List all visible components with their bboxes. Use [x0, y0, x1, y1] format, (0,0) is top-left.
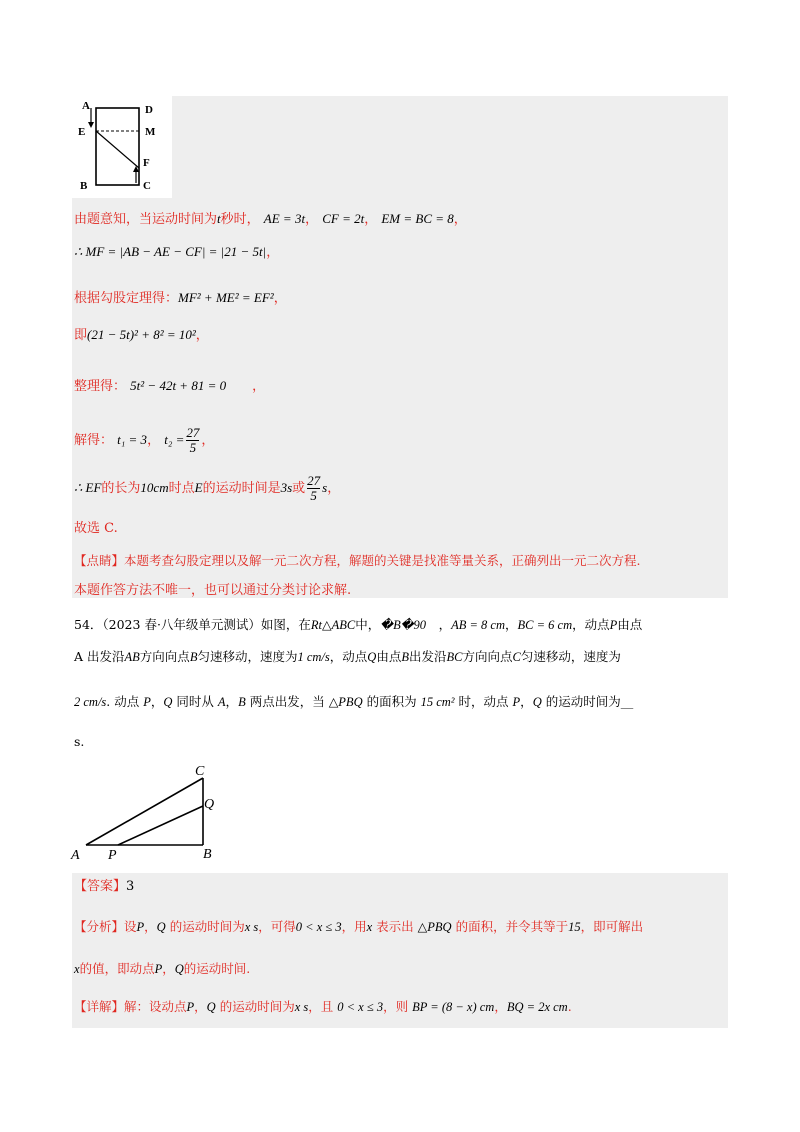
figure-rectangle-abcd	[72, 96, 172, 198]
question-54-line-4: s.	[74, 734, 85, 749]
answer-line: 【答案】3	[74, 879, 135, 894]
label-M: M	[145, 126, 156, 138]
label-A: A	[71, 848, 80, 863]
solution-line-2: ∴ MF = |AB − AE − CF| = |21 − 5t|，	[74, 244, 280, 260]
solution-line-5: 整理得： 5t² − 42t + 81 = 0 ，	[74, 378, 266, 394]
solution-line-6: 解得： t₁ = 3， t₂ = $\frac{27}{5}$ ，	[74, 425, 215, 455]
analysis-line-2: x的值，即动点P，Q的运动时间.	[74, 961, 251, 976]
detail-line-1: 【详解】解：设动点P，Q 的运动时间为x s，且 0 < x ≤ 3，则 BP = (8 − x) cm，BQ = 2x cm.	[74, 999, 572, 1014]
solution-line-8: 故选 C.	[74, 521, 118, 536]
question-54-line-1: 54．（2023 春·八年级单元测试）如图，在Rt△ABC中，�B�90 ，AB = 8 cm，BC = 6 cm，动点P由点	[74, 617, 643, 632]
label-F: F	[143, 157, 150, 169]
solution-line-7: ∴ EF的长为10cm时点E的运动时间是3s或 $\frac{27}{5}$ s，	[74, 473, 341, 503]
label-B: B	[80, 180, 88, 192]
solution-line-1: 由题意知，当运动时间为t秒时， AE = 3t， CF = 2t， EM = BC = 8，	[74, 211, 467, 227]
question-54-line-2: A 出发沿AB方向向点B匀速移动，速度为1 cm/s，动点Q由点B出发沿BC方向向点C匀速移动，速度为	[74, 649, 621, 664]
solution-line-3: 根据勾股定理得：MF² + ME² = EF²，	[74, 290, 287, 306]
analysis-line-1: 【分析】设P，Q 的运动时间为x s，可得0 < x ≤ 3，用x 表示出 △PBQ 的面积，并令其等于15，即可解出	[74, 919, 644, 934]
solution-line-4: 即(21 − 5t)² + 8² = 10²，	[74, 327, 209, 343]
key-point-line-1: 【点睛】本题考查勾股定理以及解一元二次方程，解题的关键是找准等量关系，正确列出一元二次方程.	[74, 553, 641, 568]
label-C: C	[143, 180, 151, 192]
label-D: D	[145, 104, 153, 116]
figure-triangle-abc	[66, 758, 236, 868]
key-point-line-2: 本题作答方法不唯一，也可以通过分类讨论求解.	[74, 583, 352, 598]
label-A: A	[82, 100, 90, 112]
label-B: B	[203, 847, 212, 862]
label-P: P	[108, 848, 117, 863]
label-C: C	[195, 764, 205, 779]
label-Q: Q	[204, 797, 215, 812]
question-54-line-3: 2 cm/s. 动点 P，Q 同时从 A，B 两点出发，当 △PBQ 的面积为 15 cm² 时，动点 P，Q 的运动时间为__	[74, 694, 634, 709]
label-E: E	[78, 126, 86, 138]
